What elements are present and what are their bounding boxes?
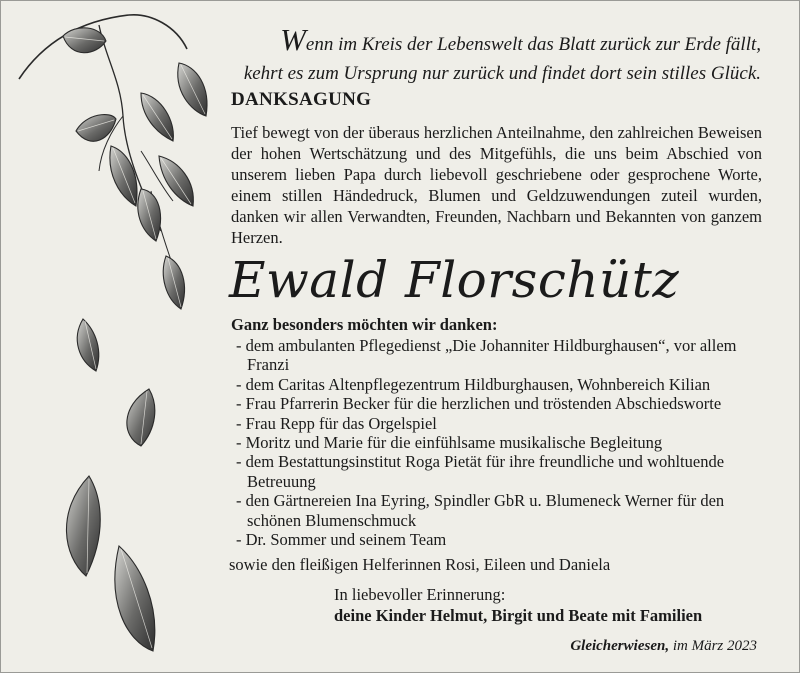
leaf-icon [163, 256, 184, 309]
leaf-icon [115, 546, 155, 651]
branch-icon [19, 15, 187, 79]
place-date [570, 638, 757, 655]
memory-line: In liebevoller Erinnerung: [334, 585, 506, 604]
list-item: - Frau Pfarrerin Becker für die herzlichen und tröstenden Abschiedsworte [236, 394, 722, 414]
special-thanks-list [229, 336, 774, 549]
deceased-name: Ewald Florschütz [229, 251, 680, 309]
list-item: - dem Caritas Altenpflegezentrum Hildburghausen, Wohnbereich Kilian [236, 374, 711, 394]
list-item: - dem ambulanten Pflegedienst „Die Johanniter Hildburghausen“, vor allem Franzi [236, 336, 737, 375]
helpers-line: sowie den fleißigen Helferinnen Rosi, Eileen und Daniela [229, 555, 611, 574]
motto-line-1 [231, 22, 761, 59]
notice-date: im März 2023 [672, 638, 757, 654]
list-item: - Frau Repp für das Orgelspiel [236, 413, 437, 433]
motto-line-2: kehrt es zum Ursprung nur zurück und findet dort sein stilles Glück. [243, 63, 761, 84]
thanks-paragraph: Tief bewegt von der überaus herzlichen Anteilnahme, den zahlreichen Beweisen der hohen Wertschätzung und des Mitgefühls, die uns beim Abschied von unserem lieben Papa durch liebevoll geschriebene oder gesprochene Worte, einem stillen Händedruck, Blumen und Geldzuwendungen zuteil wurden, danken wir allen Verwandten, Freunden, Nachbarn und Bekannten von ganzem Herzen. [231, 123, 762, 247]
leaf-icon [77, 319, 99, 371]
motto-initial: W [280, 22, 306, 57]
notice-heading: DANKSAGUNG [231, 89, 372, 110]
list-item: - Dr. Sommer und seinem Team [236, 530, 447, 550]
list-item: - dem Bestattungsinstitut Roga Pietät für ihre freundliche und wohltuende Betreuung [236, 452, 725, 491]
signers-line: deine Kinder Helmut, Birgit und Beate mit Familien [334, 606, 703, 625]
motto-line-1-text: enn im Kreis der Lebenswelt das Blatt zurück zur Erde fällt, [305, 34, 761, 55]
leaf-icon [66, 476, 100, 576]
motto-verse [231, 22, 761, 88]
list-item: - Moritz und Marie für die einfühlsame musikalische Begleitung [236, 433, 663, 453]
leaf-icon [76, 115, 116, 142]
falling-leaves-illustration [1, 1, 226, 674]
place-name: Gleicherwiesen, [570, 638, 670, 654]
leaf-icon [127, 389, 155, 446]
leaf-icon [178, 63, 207, 116]
special-thanks-title: Ganz besonders möchten wir danken: [231, 315, 498, 334]
list-item: - den Gärtnereien Ina Eyring, Spindler GbR u. Blumeneck Werner für den schönen Blumenschmuck [236, 491, 725, 530]
